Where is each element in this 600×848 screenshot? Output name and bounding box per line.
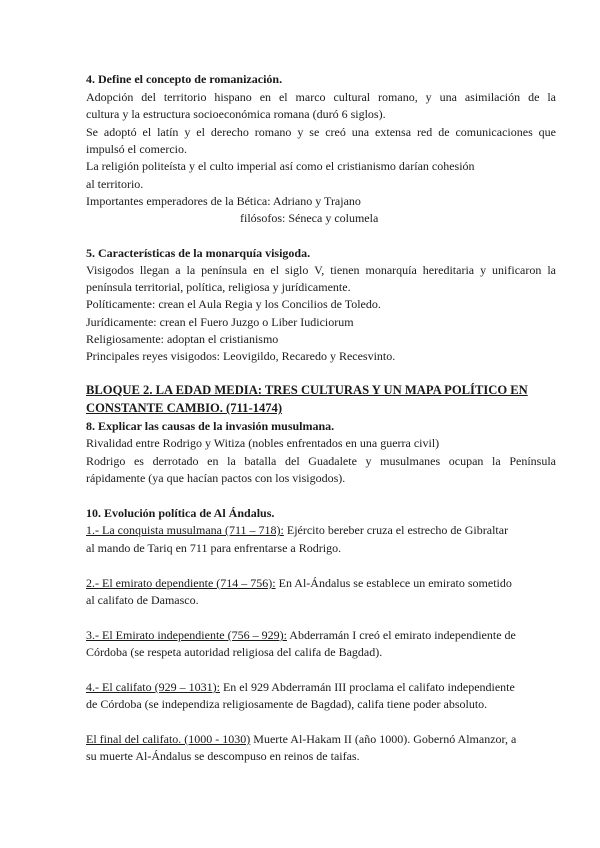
s10-item-2-title: 2.- El emirato dependiente (714 – 756):: [86, 576, 276, 590]
s10-item-2-line-1: [86, 576, 512, 591]
s10-item-3-line-2: Córdoba (se respeta autoridad religiosa del califa de Bagdad).: [86, 645, 383, 659]
bloque-2-title-line-1: BLOQUE 2. LA EDAD MEDIA: TRES CULTURAS Y UN MAPA POLÍTICO EN: [86, 383, 528, 397]
s10-item-3-line-1: [86, 628, 516, 643]
s5-paragraph-1-line-1: Visigodos llegan a la península en el siglo V, tienen monarquía hereditaria y unificaron la: [86, 263, 556, 277]
s4-emperors-line: Importantes emperadores de la Bética: Adriano y Trajano: [86, 194, 361, 208]
s5-politics-line: Políticamente: crean el Aula Regia y los Concilios de Toledo.: [86, 297, 381, 311]
s5-religion-line: Religiosamente: adoptan el cristianismo: [86, 332, 279, 346]
s10-item-5-text: Muerte Al-Hakam II (año 1000). Gobernó Almanzor, a: [250, 732, 517, 746]
s10-item-5-title: El final del califato. (1000 - 1030): [86, 732, 251, 746]
bloque-2-title-line-2: CONSTANTE CAMBIO. (711-1474): [86, 401, 283, 415]
section-5-heading: 5. Características de la monarquía visigoda.: [86, 246, 311, 260]
s10-item-4-title: 4.- El califato (929 – 1031):: [86, 680, 220, 694]
section-10-heading: 10. Evolución política de Al Ándalus.: [86, 506, 275, 520]
s10-item-4-line-1: [86, 680, 515, 695]
section-4-heading: 4. Define el concepto de romanización.: [86, 72, 283, 86]
s10-item-3-text: Abderramán I creó el emirato independiente de: [286, 628, 516, 642]
s10-item-1-line-2: al mando de Tariq en 711 para enfrentarse a Rodrigo.: [86, 541, 342, 555]
s4-paragraph-3-line-2: al territorio.: [86, 177, 144, 191]
s4-paragraph-2-line-1: Se adoptó el latín y el derecho romano y se creó una extensa red de comunicaciones que: [86, 125, 556, 139]
s10-item-4-line-2: de Córdoba (se independiza religiosamente de Bagdad), califa tiene poder absoluto.: [86, 697, 488, 711]
s10-item-4-text: En el 929 Abderramán III proclama el califato independiente: [219, 680, 515, 694]
s4-paragraph-2-line-2: impulsó el comercio.: [86, 142, 187, 156]
s4-paragraph-1-line-1: Adopción del territorio hispano en el marco cultural romano, y una asimilación de la: [86, 90, 556, 104]
s4-philosophers-line: filósofos: Séneca y columela: [240, 211, 379, 225]
s4-paragraph-3-line-1: La religión politeísta y el culto imperial así como el cristianismo darían cohesión: [86, 159, 475, 173]
s5-kings-line: Principales reyes visigodos: Leovigildo, Recaredo y Recesvinto.: [86, 349, 396, 363]
s10-item-2-line-2: al califato de Damasco.: [86, 593, 199, 607]
s8-paragraph-2-line-2: rápidamente (ya que hacían pactos con los visigodos).: [86, 471, 346, 485]
s10-item-2-text: En Al-Ándalus se establece un emirato sometido: [275, 576, 512, 590]
s10-item-1-line-1: [86, 523, 508, 538]
s4-paragraph-1-line-2: cultura y la estructura socioeconómica romana (duró 6 siglos).: [86, 107, 386, 121]
s8-paragraph-2-line-1: Rodrigo es derrotado en la batalla del Guadalete y musulmanes ocupan la Península: [86, 454, 556, 468]
s10-item-3-title: 3.- El Emirato independiente (756 – 929):: [86, 628, 287, 642]
s10-item-5-line-1: [86, 732, 516, 747]
s8-paragraph-1: Rivalidad entre Rodrigo y Witiza (nobles enfrentados en una guerra civil): [86, 436, 440, 450]
section-8-heading: 8. Explicar las causas de la invasión musulmana.: [86, 419, 335, 433]
s5-law-line: Jurídicamente: crean el Fuero Juzgo o Liber Iudiciorum: [86, 315, 354, 329]
s10-item-1-text: Ejército bereber cruza el estrecho de Gibraltar: [283, 523, 509, 537]
s10-item-5-line-2: su muerte Al-Ándalus se descompuso en reinos de taifas.: [86, 749, 360, 763]
s10-item-1-title: 1.- La conquista musulmana (711 – 718):: [86, 523, 284, 537]
s5-paragraph-1-line-2: península territorial, política, religiosa y jurídicamente.: [86, 280, 351, 294]
